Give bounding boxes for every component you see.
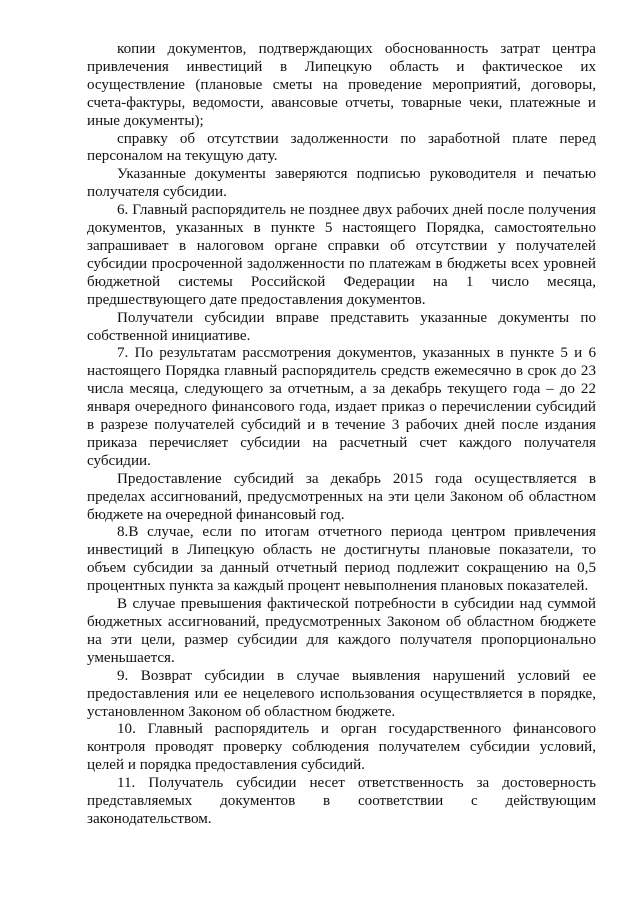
paragraph-excess-need: В случае превышения фактической потребности в субсидии над суммой бюджетных ассигнований, предусмотренных Законом об областном бюджете на эти цели, размер субсидии для каждого получателя пропорционально уменьшается. [87,596,596,666]
paragraph-item-7: 7. По результатам рассмотрения документов, указанных в пункте 5 и 6 настоящего Порядка главный распорядитель средств ежемесячно в срок до 23 числа месяца, следующего за отчетным, а за декабрь текущего года – до 22 января очередного финансового года, издает приказ о перечислении субсидий в разрезе получателей субсидий и в течение 3 рабочих дней после издания приказа перечисляет субсидии на расчетный счет каждого получателя субсидии. [87,345,596,469]
paragraph-own-initiative: Получатели субсидии вправе представить указанные документы по собственной инициативе. [87,309,596,344]
paragraph-item-6: 6. Главный распорядитель не позднее двух рабочих дней после получения документов, указанных в пункте 5 настоящего Порядка, самостоятельно запрашивает в налоговом органе справки об отсутствии у получателей субсидии просроченной задолженности по платежам в бюджеты всех уровней бюджетной системы Российской Федерации на 1 число месяца, предшествующего дате предоставления документов. [87,202,596,308]
paragraph-december-2015: Предоставление субсидий за декабрь 2015 года осуществляется в пределах ассигнований, предусмотренных на эти цели Законом об областном бюджете на очередной финансовый год. [87,470,596,523]
paragraph-item-11: 11. Получатель субсидии несет ответственность за достоверность представляемых документов в соответствии с действующим законодательством. [87,775,596,827]
paragraph-documents-copies: копии документов, подтверждающих обоснованность затрат центра привлечения инвестиций в Липецкую область и фактическое их осуществление (плановые сметы на проведение мероприятий, договоры, счета-фактуры, ведомости, авансовые отчеты, товарные чеки, платежные и иные документы); [87,41,596,129]
paragraph-item-8: 8.В случае, если по итогам отчетного периода центром привлечения инвестиций в Липецкую область не достигнуты плановые показатели, то объем субсидии за данный отчетный период подлежит сокращению на 0,5 процентных пункта за каждый процент невыполнения плановых показателей. [87,524,596,595]
document-page [87,41,596,829]
paragraph-item-10: 10. Главный распорядитель и орган государственного финансового контроля проводят проверку соблюдения получателем субсидии условий, целей и порядка предоставления субсидий. [87,721,596,774]
paragraph-item-9: 9. Возврат субсидии в случае выявления нарушений условий ее предоставления или ее нецелевого использования осуществляется в порядке, установленном Законом об областном бюджете. [87,667,596,720]
paragraph-documents-certification: Указанные документы заверяются подписью руководителя и печатью получателя субсидии. [87,166,596,201]
paragraph-salary-debt-certificate: справку об отсутствии задолженности по заработной плате перед персоналом на текущую дату. [87,130,596,165]
